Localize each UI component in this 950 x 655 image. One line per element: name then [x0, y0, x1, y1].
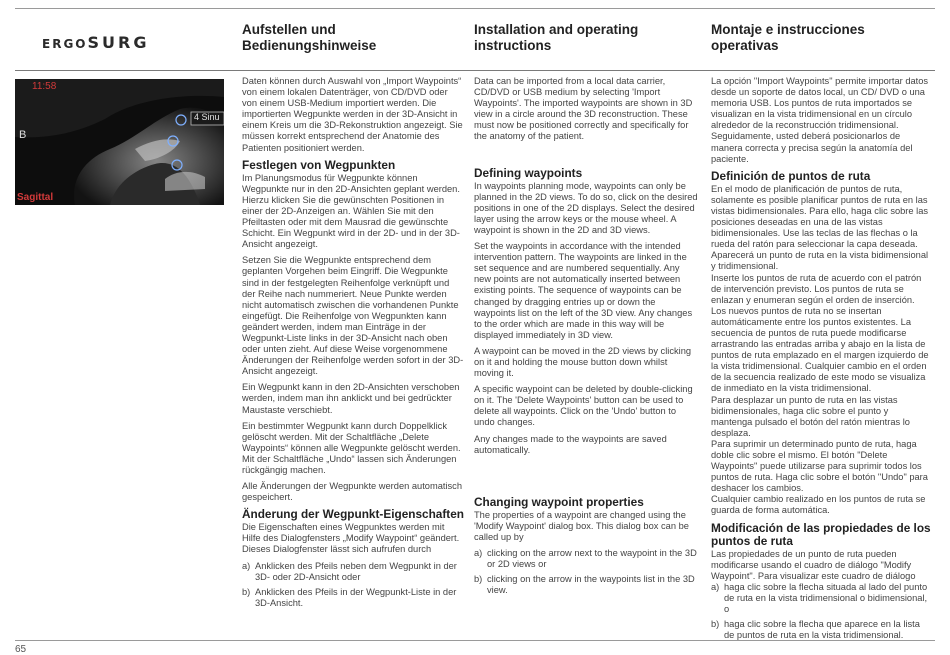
paragraph-es-6: Las propiedades de un punto de ruta pueden modificarse usando el cuadro de diálogo "Modify Waypoint". Para visualizar este cuadro de diálogo [711, 548, 916, 581]
paragraph-en-6: The properties of a waypoint are changed using the 'Modify Waypoint' dialog box. This dialog box can be called up by [474, 509, 689, 542]
paragraph-es-2: Inserte los puntos de ruta de acuerdo con el patrón de intervención previsto. Los puntos de ruta se enlazan y enumeran según el orden de inserción. Los nuevos puntos de ruta no se insertan automáticamente entre los puntos existentes. La secuencia de puntos de ruta puede modificarse arrastrando las entradas arriba y abajo en la lista de puntos de ruta emplazado en el margen izquierdo de la vista tridimensional. Cualquier cambio en el orden de la secuencia realizado de este modo se visualiza de inmediato en la vista tridimensional. [711, 272, 929, 394]
list-item [474, 548, 698, 570]
section-title-en-1: Defining waypoints [474, 165, 583, 180]
paragraph-es-3: Para desplazar un punto de ruta en las vistas bidimensionales, haga clic sobre el punto y mantenga pulsado el botón del ratón mientras lo desplaza. [711, 394, 910, 438]
paragraph-es-4: Para suprimir un determinado punto de ruta, haga doble clic sobre el mismo. El botón "Delete Waypoints" puede utilizarse para suprimir todos los puntos de ruta. Haga clic sobre el botón "Undo" para deshacer los cambios. [711, 438, 928, 494]
paragraph-de-5: Alle Änderungen der Wegpunkte werden automatisch gespeichert. [242, 481, 462, 503]
paragraph-es-5: Cualquier cambio realizado en los puntos de ruta se guarda de forma automática. [711, 494, 926, 516]
list-item [711, 619, 931, 641]
list-text: haga clic sobre la flecha situada al lado del punto de ruta en la vista tridimensional o bidimensional, o [724, 581, 928, 615]
paragraph-de-4: Ein bestimmter Wegpunkt kann durch Doppelklick gelöscht werden. Mit der Schaltfläche „Delete Waypoints“ können alle Wegpunkte gelöscht werden. Mit der Schaltfläche „Undo“ lassen sich Änderungen rückgängig machen. [242, 420, 461, 475]
ct-side-label: B [19, 129, 27, 141]
ct-scan-graphic [15, 79, 224, 205]
intro-en: Data can be imported from a local data carrier, CD/DVD or USB medium by selecting 'Import Waypoints'. The imported waypoints are shown in 3D view in a circle around the 3D reconstruction. These must now be positioned correctly and specifically for the anatomy of the patient. [474, 76, 693, 142]
ct-view-label: Sagittal [17, 192, 54, 203]
paragraph-en-4: A specific waypoint can be deleted by double-clicking on it. The 'Delete Waypoints' button can be used to delete all waypoints. Click on the 'Undo' button to undo changes. [474, 384, 693, 428]
section-title-de-1: Festlegen von Wegpunkten [242, 157, 396, 172]
paragraph-de-3: Ein Wegpunkt kann in den 2D-Ansichten verschoben werden, indem man ihn anklickt und bei gedrückter Maustaste verschiebt. [242, 382, 460, 415]
heading-de: Aufstellen und Bedienungshinweise [242, 22, 377, 53]
column-en [474, 76, 698, 600]
heading-en: Installation and operating instructions [474, 22, 639, 53]
brand-prefix: ERGO [42, 37, 88, 51]
paragraph-de-1: Im Planungsmodus für Wegpunkte können Wegpunkte nur in den 2D-Ansichten geplant werden. Hierzu klicken Sie die gewünschten Positionen in einer der 2D-Anzeigen an. Wählen Sie mit den Pfeiltasten oder mit dem Mausrad die gewünschte Schicht. Ein Wegpunkt wird in der 2D- und in der 3D-Ansicht angezeigt. [242, 172, 460, 250]
page-number: 65 [15, 644, 27, 655]
section-title-es-1: Definición de puntos de ruta [711, 168, 871, 183]
list-marker: b) [711, 619, 720, 630]
header-rule [15, 70, 935, 71]
list-text: Anklicken des Pfeils neben dem Wegpunkt in der 3D- oder 2D-Ansicht oder [255, 560, 457, 582]
list-de [242, 561, 464, 609]
intro-es: La opción "Import Waypoints" permite importar datos desde un soporte de datos local, un CD/ DVD o una memoria USB. Los puntos de ruta importados se visualizan en la vista tridimensional en un círculo alrededor de la reconstrucción tridimensional. Seguidamente, usted deberá posicionarlos de manera correcta y precisa según la anatomía del paciente. [711, 76, 929, 164]
list-en [474, 548, 698, 596]
brand-logo [42, 33, 149, 52]
list-text: haga clic sobre la flecha que aparece en la lista de puntos de ruta en la vista tridimensional. [724, 619, 920, 641]
paragraph-de-6: Die Eigenschaften eines Wegpunktes werden mit Hilfe des Dialogfensters „Modify Waypoint“ geändert. Dieses Dialogfenster lässt sich aufrufen durch [242, 522, 460, 555]
column-es [711, 76, 931, 645]
list-item [242, 561, 464, 583]
top-rule [15, 8, 935, 9]
paragraph-en-1: In waypoints planning mode, waypoints can only be planned in the 2D views. To do so, click on the desired positions in one of the 2D displays. Select the desired layer using the arrow keys or the mouse wheel. A waypoint is shown in the 2D and 3D views. [474, 180, 698, 235]
ct-waypoint-label: 4 Sinu [194, 112, 220, 122]
list-marker: a) [242, 560, 251, 571]
list-marker: b) [242, 586, 251, 597]
ct-time-label: 11:58 [32, 81, 57, 92]
list-marker: a) [474, 548, 483, 558]
list-text: clicking on the arrow in the waypoints list in the 3D view. [487, 574, 695, 596]
section-title-de-2: Änderung der Wegpunkt-Eigenschaften [242, 507, 464, 522]
paragraph-en-5: Any changes made to the waypoints are saved automatically. [474, 433, 667, 455]
intro-de: Daten können durch Auswahl von „Import Waypoints“ von einem lokalen Datenträger, von CD/DVD oder von einem USB-Medium importiert werden. Die importierten Wegpunkte werden in der 3D-Ansicht in einem Kreis um die 3D-Rekonstruktion angezeigt. Sie müssen korrekt entsprechend der Anatomie des Patienten positioniert werden. [242, 76, 463, 153]
list-es [711, 582, 931, 641]
list-marker: b) [474, 574, 483, 585]
list-marker: a) [711, 581, 720, 592]
heading-es: Montaje e instrucciones operativas [711, 22, 865, 53]
ct-sagittal-image [15, 79, 224, 205]
paragraph-es-1: En el modo de planificación de puntos de ruta, solamente es posible planificar puntos de ruta en las vistas bidimensionales. Para ello, haga clic sobre las posiciones deseadas en una de las vistas bidimensionales. Use las teclas de las flechas o la rueda del ratón para seleccionar la capa deseada. Aparecerá un punto de ruta en la vista bidimensional y tridimensional. [711, 183, 929, 272]
section-title-es-2: Modificación de las propiedades de los puntos de ruta [711, 520, 931, 548]
list-item [242, 587, 464, 609]
list-text: Anklicken des Pfeils in der Wegpunkt-Liste in der 3D-Ansicht. [255, 586, 457, 608]
list-item [711, 582, 931, 615]
list-text: clicking on the arrow next to the waypoint in the 3D or 2D views or [487, 548, 697, 570]
section-title-en-2: Changing waypoint properties [474, 494, 644, 509]
brand-name: SURG [87, 33, 150, 52]
paragraph-en-2: Set the waypoints in accordance with the intended intervention pattern. The waypoints are linked in the set sequence and are numbered sequentially. Any new points are not automatically inserted between existing points. The sequence of waypoints can be changed by dragging entries up or down the waypoints list on the left of the 3D view. Any changes to the order which are made in this way will be displayed immediately in 3D view. [474, 241, 693, 340]
column-de [242, 76, 464, 613]
paragraph-en-3: A waypoint can be moved in the 2D views by clicking on it and holding the mouse button down whilst moving it. [474, 345, 692, 379]
paragraph-de-2: Setzen Sie die Wegpunkte entsprechend dem geplanten Vorgehen beim Eingriff. Die Wegpunkte sind in der festgelegten Reihenfolge verknüpft und der Reihe nach nummeriert. Neue Punkte werden nicht automatisch zwischen die vorhandenen Punkte eingefügt. Die Reihenfolge von Wegpunkten kann geändert werden, indem man Einträge in der Wegpunkt-Liste links in der 3D-Ansicht nach oben oder unten zieht. Auf diese Weise vorgenommene Änderungen der Reihenfolge werden sofort in der 3D-Ansicht angezeigt. [242, 255, 464, 377]
list-item [474, 574, 698, 596]
